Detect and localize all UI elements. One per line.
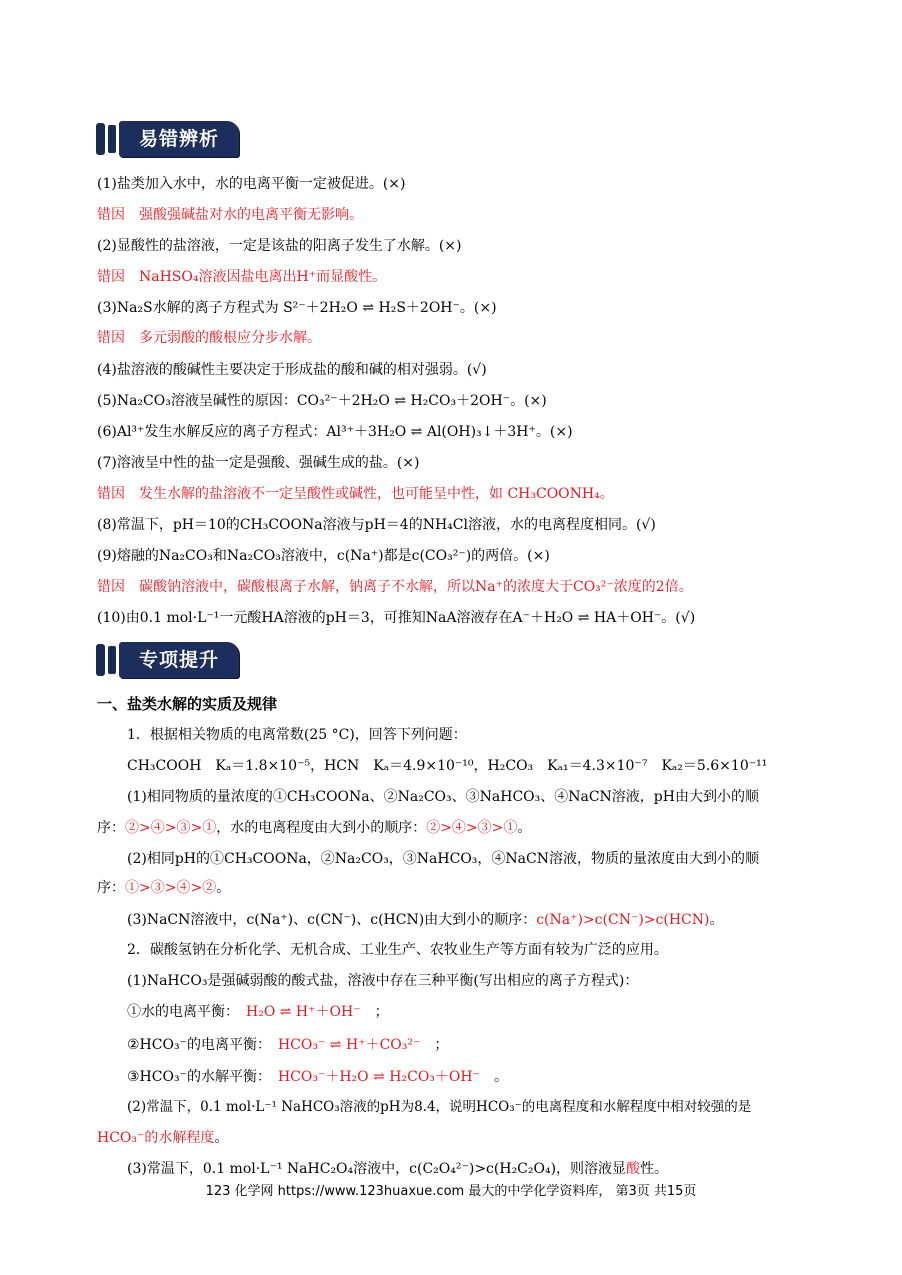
error-item-5: (5)Na₂CO₃溶液呈碱性的原因：CO₃²⁻＋2H₂O ⇌ H₂CO₃＋2OH⁻。(×)	[97, 393, 547, 409]
error-item-4: (4)盐溶液的酸碱性主要决定于形成盐的酸和碱的相对强弱。(√)	[97, 362, 487, 378]
q1-2-line-b: 序：①>③>④>②。	[97, 880, 231, 896]
header-tab-icon	[108, 646, 116, 674]
q1-3-line: (3)NaCN溶液中，c(Na⁺)、c(CN⁻)、c(HCN)由大到小的顺序：c(Na⁺)>c(CN⁻)>c(HCN)。	[127, 912, 724, 928]
section-header-errors	[96, 121, 241, 157]
q2-2-line-a: (2)常温下，0.1 mol·L⁻¹ NaHCO₃溶液的pH为8.4，说明HCO₃⁻的电离程度和水解程度中相对较强的是	[127, 1099, 752, 1115]
section-title: 一、盐类水解的实质及规律	[97, 695, 278, 713]
error-reason-7: 错因 发生水解的盐溶液不一定呈酸性或碱性，也可能呈中性，如 CH₃COONH₄。	[97, 486, 614, 502]
error-reason-9: 错因 碳酸钠溶液中，碳酸根离子水解，钠离子不水解，所以Na⁺的浓度大于CO₃²⁻浓度的2倍。	[97, 579, 693, 595]
q1-1-line-a: (1)相同物质的量浓度的①CH₃COONa、②Na₂CO₃、③NaHCO₃、④NaCN溶液，pH由大到小的顺	[127, 789, 759, 805]
question-2: 2．碳酸氢钠在分析化学、无机合成、工业生产、农牧业生产等方面有较为广泛的应用。	[127, 942, 668, 958]
header-label: 易错辨析	[138, 128, 219, 150]
error-item-7: (7)溶液呈中性的盐一定是强酸、强碱生成的盐。(×)	[97, 455, 420, 471]
answer-9: 酸	[626, 1161, 641, 1177]
header-cap-icon	[96, 123, 105, 155]
answer-2: ②>④>③>①	[426, 820, 518, 836]
section-header-practice	[96, 642, 241, 678]
q2-3-line: (3)常温下，0.1 mol·L⁻¹ NaHC₂O₄溶液中，c(C₂O₄²⁻)>c(H₂C₂O₄)，则溶液显酸性。	[127, 1161, 669, 1177]
answer-4: c(Na⁺)>c(CN⁻)>c(HCN)	[536, 912, 710, 928]
q2-1a-line: ①水的电离平衡： H₂O ⇌ H⁺＋OH⁻ ；	[127, 1004, 389, 1020]
error-reason-1: 错因 强酸强碱盐对水的电离平衡无影响。	[97, 207, 363, 223]
answer-7: HCO₃⁻＋H₂O ⇌ H₂CO₃＋OH⁻	[277, 1069, 480, 1085]
error-item-1: (1)盐类加入水中，水的电离平衡一定被促进。(×)	[97, 176, 406, 192]
error-item-6: (6)Al³⁺发生水解反应的离子方程式：Al³⁺＋3H₂O ⇌ Al(OH)₃↓＋3H⁺。(×)	[97, 424, 573, 440]
answer-6: HCO₃⁻ ⇌ H⁺＋CO₃²⁻	[277, 1037, 421, 1053]
error-reason-3: 错因 多元弱酸的酸根应分步水解。	[97, 330, 321, 346]
header-label: 专项提升	[138, 649, 219, 671]
answer-8: HCO₃⁻的水解程度	[97, 1130, 215, 1146]
error-item-2: (2)显酸性的盐溶液，一定是该盐的阳离子发生了水解。(×)	[97, 238, 462, 254]
q2-1-line: (1)NaHCO₃是强碱弱酸的酸式盐，溶液中存在三种平衡(写出相应的离子方程式)：	[127, 973, 639, 989]
header-tab-icon	[108, 125, 116, 153]
answer-3: ①>③>④>②	[125, 880, 217, 896]
page-footer: 123 化学网 https://www.123huaxue.com 最大的中学化学资料库， 第3页 共15页	[205, 1184, 697, 1199]
error-item-10: (10)由0.1 mol·L⁻¹一元酸HA溶液的pH＝3，可推知NaA溶液存在A⁻＋H₂O ⇌ HA＋OH⁻。(√)	[97, 610, 696, 626]
q2-2-line-b: HCO₃⁻的水解程度。	[97, 1130, 229, 1146]
error-reason-2: 错因 NaHSO₄溶液因盐电离出H⁺而显酸性。	[97, 269, 387, 285]
question-1: 1．根据相关物质的电离常数(25 °C)，回答下列问题：	[127, 727, 467, 743]
constants-line: CH₃COOH Kₐ＝1.8×10⁻⁵，HCN Kₐ＝4.9×10⁻¹⁰，H₂CO₃ Kₐ₁＝4.3×10⁻⁷ Kₐ₂＝5.6×10⁻¹¹	[127, 758, 768, 774]
q2-1b-line: ②HCO₃⁻的电离平衡： HCO₃⁻ ⇌ H⁺＋CO₃²⁻ ；	[127, 1037, 449, 1053]
header-cap-icon	[96, 644, 105, 676]
error-item-3: (3)Na₂S水解的离子方程式为 S²⁻＋2H₂O ⇌ H₂S＋2OH⁻。(×)	[97, 300, 497, 316]
error-item-9: (9)熔融的Na₂CO₃和Na₂CO₃溶液中，c(Na⁺)都是c(CO₃²⁻)的两倍。(×)	[97, 548, 550, 564]
answer-1: ②>④>③>①	[125, 820, 217, 836]
error-item-8: (8)常温下，pH＝10的CH₃COONa溶液与pH＝4的NH₄Cl溶液，水的电离程度相同。(√)	[97, 517, 656, 533]
q1-2-line-a: (2)相同pH的①CH₃COONa，②Na₂CO₃，③NaHCO₃，④NaCN溶液，物质的量浓度由大到小的顺	[127, 851, 759, 867]
q2-1c-line: ③HCO₃⁻的水解平衡： HCO₃⁻＋H₂O ⇌ H₂CO₃＋OH⁻ 。	[127, 1069, 508, 1085]
q1-1-line-b: 序：②>④>③>①，水的电离程度由大到小的顺序：②>④>③>①。	[97, 820, 532, 836]
answer-5: H₂O ⇌ H⁺＋OH⁻	[246, 1004, 361, 1020]
